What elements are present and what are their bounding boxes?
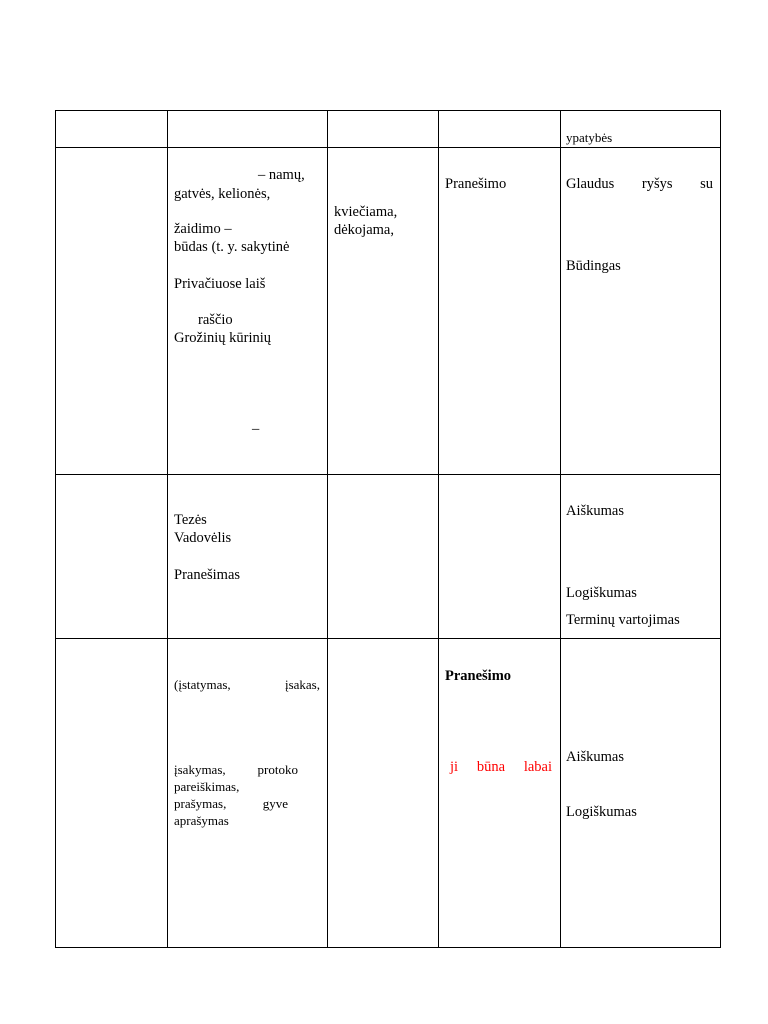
row1-col4-line1: Pranešimo <box>445 176 507 192</box>
row2-col2-line3: Pranešimas <box>174 567 241 583</box>
row3-col5-line1: Aiškumas <box>566 749 624 765</box>
word: ryšys <box>641 176 673 192</box>
row3-col2-line1 <box>174 676 320 694</box>
word: Glaudus <box>566 176 615 192</box>
word: įsakymas, <box>174 762 226 777</box>
row1-col5-line1 <box>566 175 713 193</box>
word: (įstatymas, <box>174 677 231 692</box>
row1-col2-line3: žaidimo – <box>174 221 232 237</box>
row1-col2-line5: Privačiuose laiš <box>174 276 266 292</box>
word: būna <box>476 759 506 775</box>
row2-col5-line3: Terminų vartojimas <box>566 612 680 628</box>
row1-col2-line7: Grožinių kūrinių <box>174 330 272 346</box>
row3-col4-line1: Pranešimo <box>445 668 512 684</box>
word: protoko <box>257 762 298 777</box>
row3-col4-line2 <box>450 758 552 776</box>
row1-col2-line4: būdas (t. y. sakytinė <box>174 239 290 255</box>
row2-col2-line1: Tezės <box>174 512 207 528</box>
row3-col5-line2: Logiškumas <box>566 804 637 820</box>
row1-col2-dash: – <box>252 421 260 437</box>
row3-col2-line3: pareiškimas, <box>174 779 240 794</box>
row3-col2-line2 <box>174 761 298 779</box>
row2-col5-line2: Logiškumas <box>566 585 637 601</box>
row3-col2-line5: aprašymas <box>174 813 229 828</box>
word: su <box>700 176 713 192</box>
row2-col2-line2: Vadovėlis <box>174 530 232 546</box>
row1-col3-line1: kviečiama, <box>334 204 398 220</box>
word: prašymas, <box>174 796 227 811</box>
word: ji <box>450 759 459 775</box>
row3-col2-line4 <box>174 795 288 813</box>
row1-col5-line2: Būdingas <box>566 258 621 274</box>
row1-col2-line2: gatvės, kelionės, <box>174 186 271 202</box>
row1-col2-line6: raščio <box>198 312 233 328</box>
word: gyve <box>262 796 288 811</box>
word: labai <box>523 759 552 775</box>
row2-col5-line1: Aiškumas <box>566 503 624 519</box>
word: įsakas, <box>284 677 320 692</box>
row1-col3-line2: dėkojama, <box>334 222 394 238</box>
header-cell-features: ypatybės <box>566 130 613 145</box>
row1-col2-line1: – namų, <box>258 167 305 183</box>
